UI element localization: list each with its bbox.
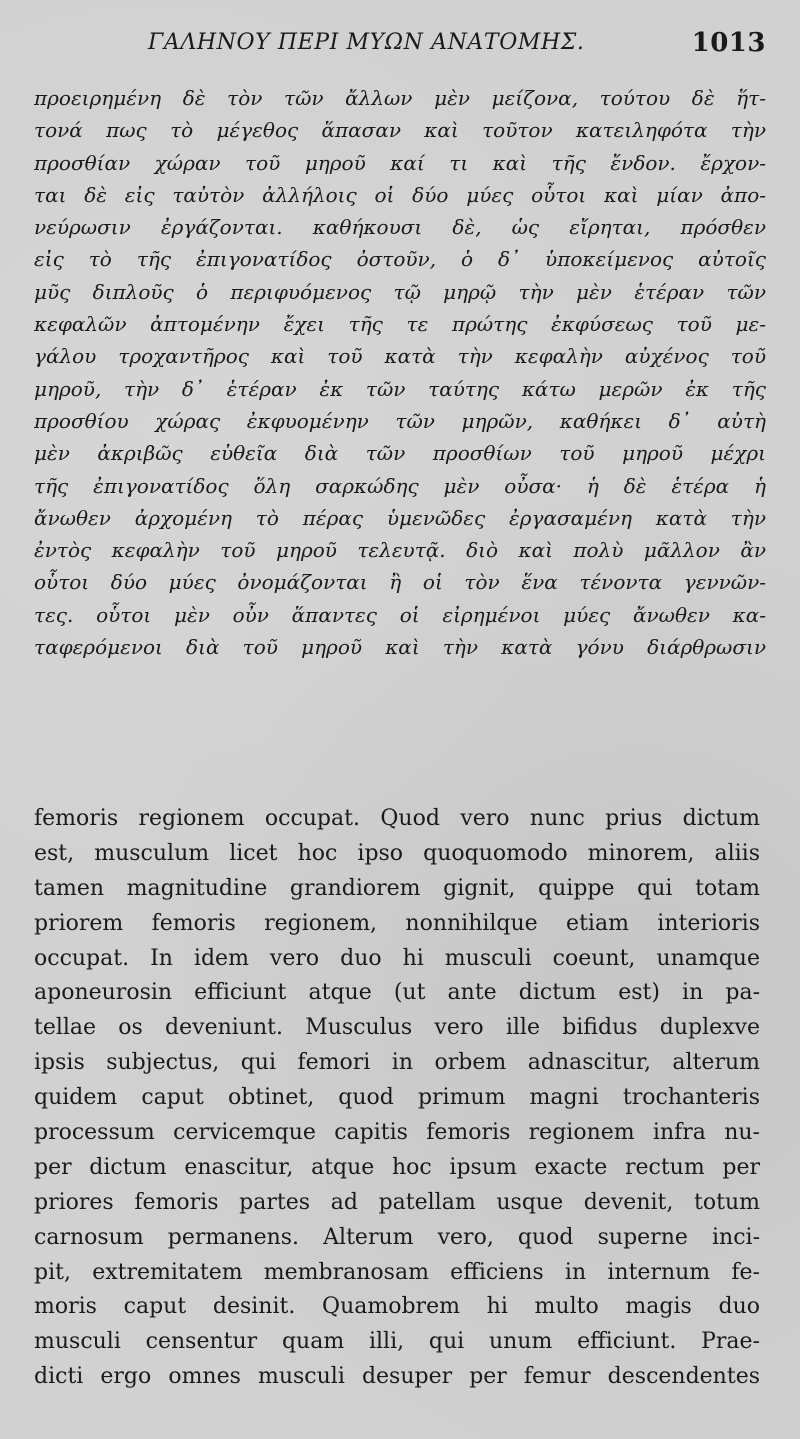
latin-line: aponeurosin efficiunt atque (ut ante dictum est) in pa- xyxy=(34,980,760,1006)
greek-line: ἄνωθεν ἀρχομένη τὸ πέρας ὑμενῶδες ἐργασαμένη κατὰ τὴν xyxy=(34,505,766,530)
latin-line: priores femoris partes ad patellam usque devenit, totum xyxy=(34,1189,760,1215)
latin-text-block xyxy=(34,802,760,1395)
greek-line: μηροῦ, τὴν δ᾽ ἑτέραν ἐκ τῶν ταύτης κάτω μερῶν ἐκ τῆς xyxy=(34,376,766,401)
greek-text-block xyxy=(34,82,766,663)
latin-line: processum cervicemque capitis femoris regionem infra nu- xyxy=(34,1120,760,1146)
latin-line: femoris regionem occupat. Quod vero nunc prius dictum xyxy=(34,806,760,831)
page-number: 1013 xyxy=(691,28,766,58)
latin-line: moris caput desinit. Quamobrem hi multo magis duo xyxy=(34,1294,760,1320)
greek-line: προειρημένη δὲ τὸν τῶν ἄλλων μὲν μείζονα, τούτου δὲ ἥτ- xyxy=(34,86,766,110)
latin-line: ipsis subjectus, qui femori in orbem adnascitur, alterum xyxy=(34,1050,760,1076)
greek-line: τῆς ἐπιγονατίδος ὅλη σαρκώδης μὲν οὖσα· ἡ δὲ ἑτέρα ἡ xyxy=(34,473,766,498)
latin-line: tamen magnitudine grandiorem gignit, quippe qui totam xyxy=(34,875,760,901)
greek-line: εἰς τὸ τῆς ἐπιγονατίδος ὀστοῦν, ὁ δ᾽ ὑποκείμενος αὐτοῖς xyxy=(34,247,766,272)
latin-line: dicti ergo omnes musculi desuper per femur descendentes xyxy=(34,1364,760,1390)
latin-line: per dictum enascitur, atque hoc ipsum exacte rectum per xyxy=(34,1154,760,1180)
greek-line: προσθίαν χώραν τοῦ μηροῦ καί τι καὶ τῆς ἔνδον. ἔρχον- xyxy=(34,150,766,175)
greek-line: νεύρωσιν ἐργάζονται. καθήκουσι δὲ, ὡς εἴρηται, πρόσθεν xyxy=(34,215,766,240)
latin-line: pit, extremitatem membranosam efficiens in internum fe- xyxy=(34,1259,760,1285)
greek-line: γάλου τροχαντῆρος καὶ τοῦ κατὰ τὴν κεφαλὴν αὐχένος τοῦ xyxy=(34,344,766,369)
greek-line: μῦς διπλοῦς ὁ περιφυόμενος τῷ μηρῷ τὴν μὲν ἑτέραν τῶν xyxy=(34,279,766,304)
latin-line: priorem femoris regionem, nonnihilque etiam interioris xyxy=(34,910,760,936)
latin-line: carnosum permanens. Alterum vero, quod superne inci- xyxy=(34,1224,760,1250)
greek-line: κεφαλῶν ἀπτομένην ἔχει τῆς τε πρώτης ἐκφύσεως τοῦ με- xyxy=(34,312,766,337)
greek-line: ταφερόμενοι διὰ τοῦ μηροῦ καὶ τὴν κατὰ γόνυ διάρθρωσιν xyxy=(34,635,766,660)
latin-line: occupat. In idem vero duo hi musculi coeunt, unamque xyxy=(34,945,760,971)
latin-line: musculi censentur quam illi, qui unum efficiunt. Prae- xyxy=(34,1329,760,1355)
greek-line: ἐντὸς κεφαλὴν τοῦ μηροῦ τελευτᾷ. διὸ καὶ πολὺ μᾶλλον ἂν xyxy=(34,538,766,563)
greek-line: τονά πως τὸ μέγεθος ἅπασαν καὶ τοῦτον κατειληφότα τὴν xyxy=(34,118,766,143)
greek-line: τες. οὗτοι μὲν οὖν ἅπαντες οἱ εἰρημένοι μύες ἄνωθεν κα- xyxy=(34,602,766,627)
greek-line: μὲν ἀκριβῶς εὐθεῖα διὰ τῶν προσθίων τοῦ μηροῦ μέχρι xyxy=(34,441,766,466)
latin-line: est, musculum licet hoc ipso quoquomodo minorem, aliis xyxy=(34,840,760,866)
running-title: ΓΑΛΗΝΟΥ ΠΕΡΙ ΜΥΩΝ ΑΝΑΤΟΜΗΣ. xyxy=(148,30,585,55)
greek-line: ται δὲ εἰς ταὐτὸν ἀλλήλοις οἱ δύο μύες οὗτοι καὶ μίαν ἀπο- xyxy=(34,182,766,207)
greek-line: προσθίου χώρας ἐκφυομένην τῶν μηρῶν, καθήκει δ᾽ αὐτὴ xyxy=(34,408,766,433)
latin-line: tellae os deveniunt. Musculus vero ille bifidus duplexve xyxy=(34,1015,760,1041)
page-header xyxy=(0,28,800,68)
latin-line: quidem caput obtinet, quod primum magni trochanteris xyxy=(34,1085,760,1111)
greek-line: οὗτοι δύο μύες ὀνομάζονται ἢ οἱ τὸν ἕνα τένοντα γεννῶν- xyxy=(34,570,766,595)
